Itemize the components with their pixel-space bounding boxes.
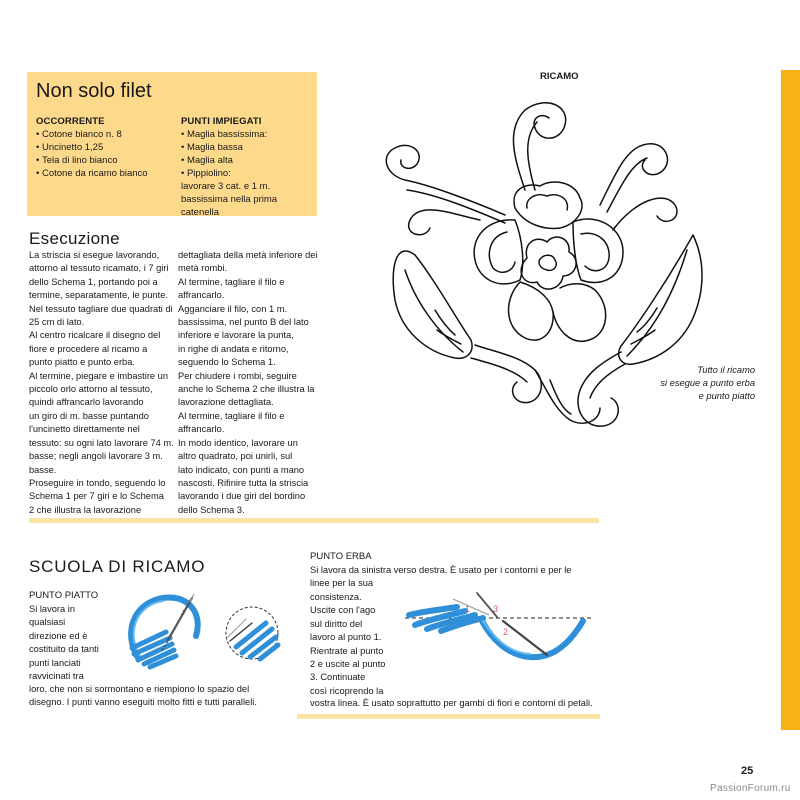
text-line: In modo identico, lavorare un [178,437,298,448]
esecuzione-col1 [29,249,179,517]
text-line: basse. [29,464,57,475]
text-line: Al termine, tagliare il filo e [178,276,285,287]
ricamo-title: RICAMO [540,71,579,82]
text-line: lavoro al punto 1. [310,632,382,643]
text-line: loro, che non si sormontano e riempiono lo spazio del [29,684,250,694]
esecuzione-title: Esecuzione [29,229,120,248]
side-tab [781,70,800,730]
text-line: Agganciare il filo, con 1 m. [178,303,288,314]
punto-piatto-heading: PUNTO PIATTO [29,590,99,601]
stitch-label-1: 1 [465,604,471,614]
text-line: 25 cm di lato. [29,317,85,328]
page-number: 25 [741,765,754,777]
text-line: termine, separatamente, le punte. [29,290,169,301]
text-line: tessuto: su ogni lato lavorare 74 m. [29,437,174,448]
occorrente-column [36,116,176,180]
text-line: bassissima, nel punto B del lato [178,317,309,328]
occorrente-heading: OCCORRENTE [36,116,105,127]
text-line: Si lavora da sinistra verso destra. È usato per i contorni e per le [310,565,572,575]
text-line: La striscia si esegue lavorando, [29,250,160,260]
leaf-left [393,251,472,358]
text-line: Al centro ricalcare il disegno del [29,330,161,341]
text-line: Al termine, tagliare il filo e [178,410,285,421]
text-line: attorno al tessuto ricamato, i 7 giri [29,263,169,274]
top-curl [513,103,565,190]
text-line: linee per la sua [310,578,374,589]
occorrente-list [36,128,176,180]
punti-heading: PUNTI IMPIEGATI [181,116,262,127]
text-line: inferiore e lavorare la punta, [178,330,294,341]
text-line: qualsiasi [29,617,66,628]
text-line: punto piatto e punto erba. [29,357,135,368]
ricamo-caption [620,364,755,403]
text-line: Uscite con l'ago [310,605,376,616]
bottom-divider [297,714,600,719]
stitch-label-2: 2 [503,627,509,637]
watermark: PassionForum.ru [710,783,791,794]
text-line: Proseguire in tondo, seguendo lo [29,477,166,488]
stem-left [475,345,541,403]
text-line: direzione ed è [29,630,88,641]
text-line: Rientrate al punto [310,645,384,656]
punto-piatto-text-wide [29,683,289,710]
stem-right [578,352,621,426]
right-curl [600,144,667,205]
punto-erba-heading: PUNTO ERBA [310,551,372,562]
petal-bottom-left [509,282,554,340]
text-line: dettagliata della metà inferiore dei [178,250,318,260]
text-line: seguendo lo Schema 1. [178,357,276,368]
list-item: • Uncinetto 1,25 [36,141,176,154]
caption-line: e punto piatto [698,391,755,401]
text-line: piccolo orlo attorno al tessuto, [29,384,153,395]
leaf-right [619,235,702,364]
text-line: 2 che illustra la lavorazione [29,504,142,515]
text-line: 2 e uscite al punto [310,659,386,670]
text-line: Schema 1 per 7 giri e lo Schema [29,491,164,502]
flower-pattern-illustration [375,90,720,470]
text-line: nascosti. Rifinire tutta la striscia [178,477,309,488]
text-line: un giro di m. basse puntando [29,410,149,421]
flower-center [521,237,576,289]
stitch-label-3: 3 [493,604,499,614]
list-item: • Cotone bianco n. 8 [36,128,176,141]
scuola-title: SCUOLA DI RICAMO [29,557,206,576]
left-curl [386,145,505,215]
petal-left [474,220,523,284]
punto-erba-text [310,591,405,698]
caption-line: si esegue a punto erba [660,378,755,388]
list-item: • Tela di lino bianco [36,154,176,167]
list-item-continuation: lavorare 3 cat. e 1 m. [181,181,271,192]
text-line: quindi affrancarlo lavorando [29,397,144,408]
text-line: in righe di andata e ritorno, [178,343,289,354]
esecuzione-col2 [178,249,323,517]
punto-erba-illustration [405,585,595,670]
petal-bottom-right [553,284,606,342]
box-title: Non solo filet [36,80,152,102]
text-line: anche lo Schema 2 che illustra la [178,384,315,395]
text-line: disegno. I punti vanno eseguiti molto fitti e tutti paralleli. [29,697,257,708]
text-line: l'uncinetto direttamente nel [29,424,140,435]
text-line: basse; negli angoli lavorare 3 m. [29,451,163,462]
text-line: metà rombi. [178,263,228,274]
petal-right [573,219,623,282]
punto-piatto-illustration [118,588,210,670]
text-line: altro quadrato, poi unirli, sul [178,451,293,462]
list-item-continuation: bassissima nella prima catenella [181,194,278,218]
text-line: sul diritto del [310,618,363,629]
list-item: • Cotone da ricamo bianco [36,167,176,180]
text-line: lavorando i due giri del bordino [178,491,306,502]
text-line: fiore e procedere al ricamo a [29,343,148,354]
section-divider [29,518,599,523]
text-line: affrancarlo. [178,424,225,435]
punto-erba-last-line: vostra linea. È usato soprattutto per gambi di fiori e contorni di petali. [310,698,593,708]
list-item: • Maglia bassissima: [181,128,317,141]
list-item: • Maglia alta [181,154,317,167]
text-line: affrancarlo. [178,290,225,301]
text-line: Nel tessuto tagliare due quadrati di [29,303,173,314]
text-line: 3. Continuate [310,672,366,683]
text-line: così ricoprendo la [310,685,384,696]
punti-list [181,128,317,219]
text-line: Al termine, piegare e imbastire un [29,370,169,381]
text-line: lavorazione dettagliata. [178,397,274,408]
text-line: Per chiudere i rombi, seguire [178,370,297,381]
text-line: lato indicato, con punti a mano [178,464,305,475]
punti-column [181,116,317,219]
punto-piatto-text [29,603,124,683]
text-line: dello Schema 1, portando poi a [29,276,158,287]
text-line: ravvicinati tra [29,671,84,682]
text-line: punti lanciati [29,657,81,668]
text-line: consistenza. [310,592,362,602]
caption-line: Tutto il ricamo [697,365,755,375]
text-line: costituito da tanti [29,644,99,655]
list-item: • Maglia bassa [181,141,317,154]
punto-piatto-illustration-2 [222,603,284,665]
list-item: • Pippiolino: [181,167,317,180]
text-line: Si lavora in [29,604,75,614]
text-line: dello Schema 3. [178,504,245,515]
